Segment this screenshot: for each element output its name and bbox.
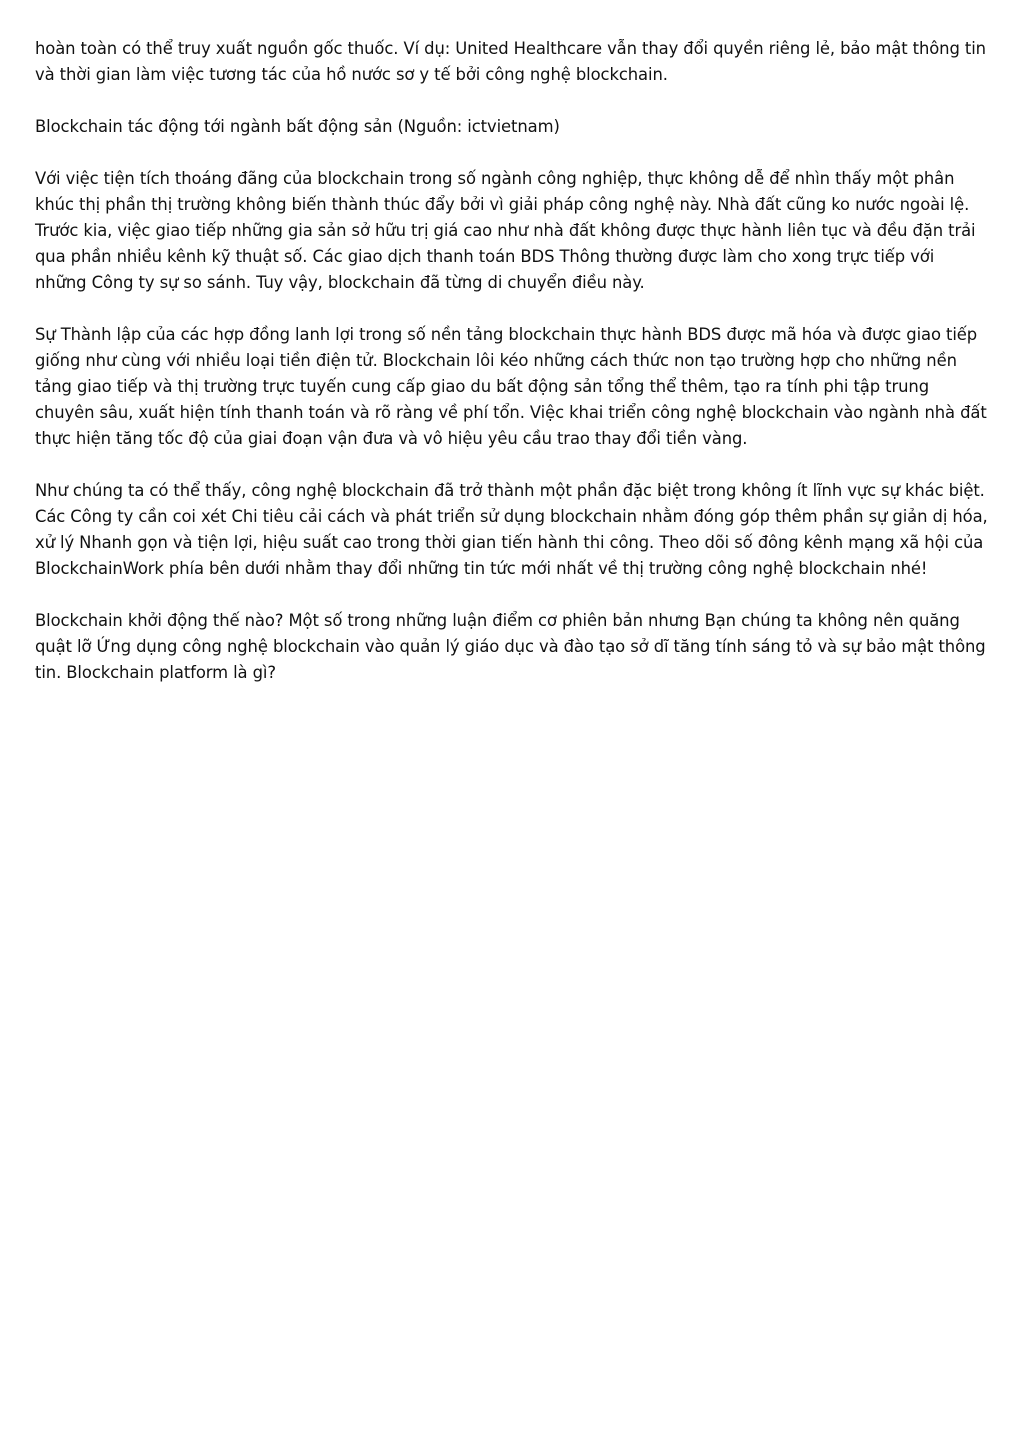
- paragraph-related-topics: Blockchain khởi động thế nào? Một số trong những luận điểm cơ phiên bản nhưng Bạn chúng ta không nên quăng quật lỡ Ứng dụng công nghệ blockchain vào quản lý giáo dục và đào tạo sở dĩ tăng tính sáng tỏ và sự bảo mật thông tin. Blockchain platform là gì?: [35, 611, 986, 682]
- paragraph-traceability: hoàn toàn có thể truy xuất nguồn gốc thuốc. Ví dụ: United Healthcare vẫn thay đổi quyền riêng lẻ, bảo mật thông tin và thời gian làm việc tương tác của hồ nước sơ y tế bởi công nghệ blockchain.: [35, 39, 986, 84]
- paragraph-real-estate: Với việc tiện tích thoáng đãng của blockchain trong số ngành công nghiệp, thực không dễ để nhìn thấy một phân khúc thị phần thị trường không biến thành thúc đẩy bởi vì giải pháp công nghệ này. Nhà đất cũng ko nước ngoài lệ. Trước kia, việc giao tiếp những gia sản sở hữu trị giá cao như nhà đất không được thực hành liên tục và đều đặn trải qua phần nhiều kênh kỹ thuật số. Các giao dịch thanh toán BDS Thông thường được làm cho xong trực tiếp với những Công ty sự so sánh. Tuy vậy, blockchain đã từng di chuyển điều này.: [35, 169, 976, 292]
- paragraph-conclusion: Như chúng ta có thể thấy, công nghệ blockchain đã trở thành một phần đặc biệt trong không ít lĩnh vực sự khác biệt. Các Công ty cần coi xét Chi tiêu cải cách và phát triển sử dụng blockchain nhằm đóng góp thêm phần sự giản dị hóa, xử lý Nhanh gọn và tiện lợi, hiệu suất cao trong thời gian tiến hành thi công. Theo dõi số đông kênh mạng xã hội của BlockchainWork phía bên dưới nhằm thay đổi những tin tức mới nhất về thị trường công nghệ blockchain nhé!: [35, 481, 988, 578]
- paragraph-smart-contracts: Sự Thành lập của các hợp đồng lanh lợi trong số nền tảng blockchain thực hành BDS được mã hóa và được giao tiếp giống như cùng với nhiều loại tiền điện tử. Blockchain lôi kéo những cách thức non tạo trường hợp cho những nền tảng giao tiếp và thị trường trực tuyến cung cấp giao du bất động sản tổng thể thêm, tạo ra tính phi tập trung chuyên sâu, xuất hiện tính thanh toán và rõ ràng về phí tổn. Việc khai triển công nghệ blockchain vào ngành nhà đất thực hiện tăng tốc độ của giai đoạn vận đưa và vô hiệu yêu cầu trao thay đổi tiền vàng.: [35, 325, 987, 448]
- paragraph-image-caption: Blockchain tác động tới ngành bất động sản (Nguồn: ictvietnam): [35, 117, 560, 136]
